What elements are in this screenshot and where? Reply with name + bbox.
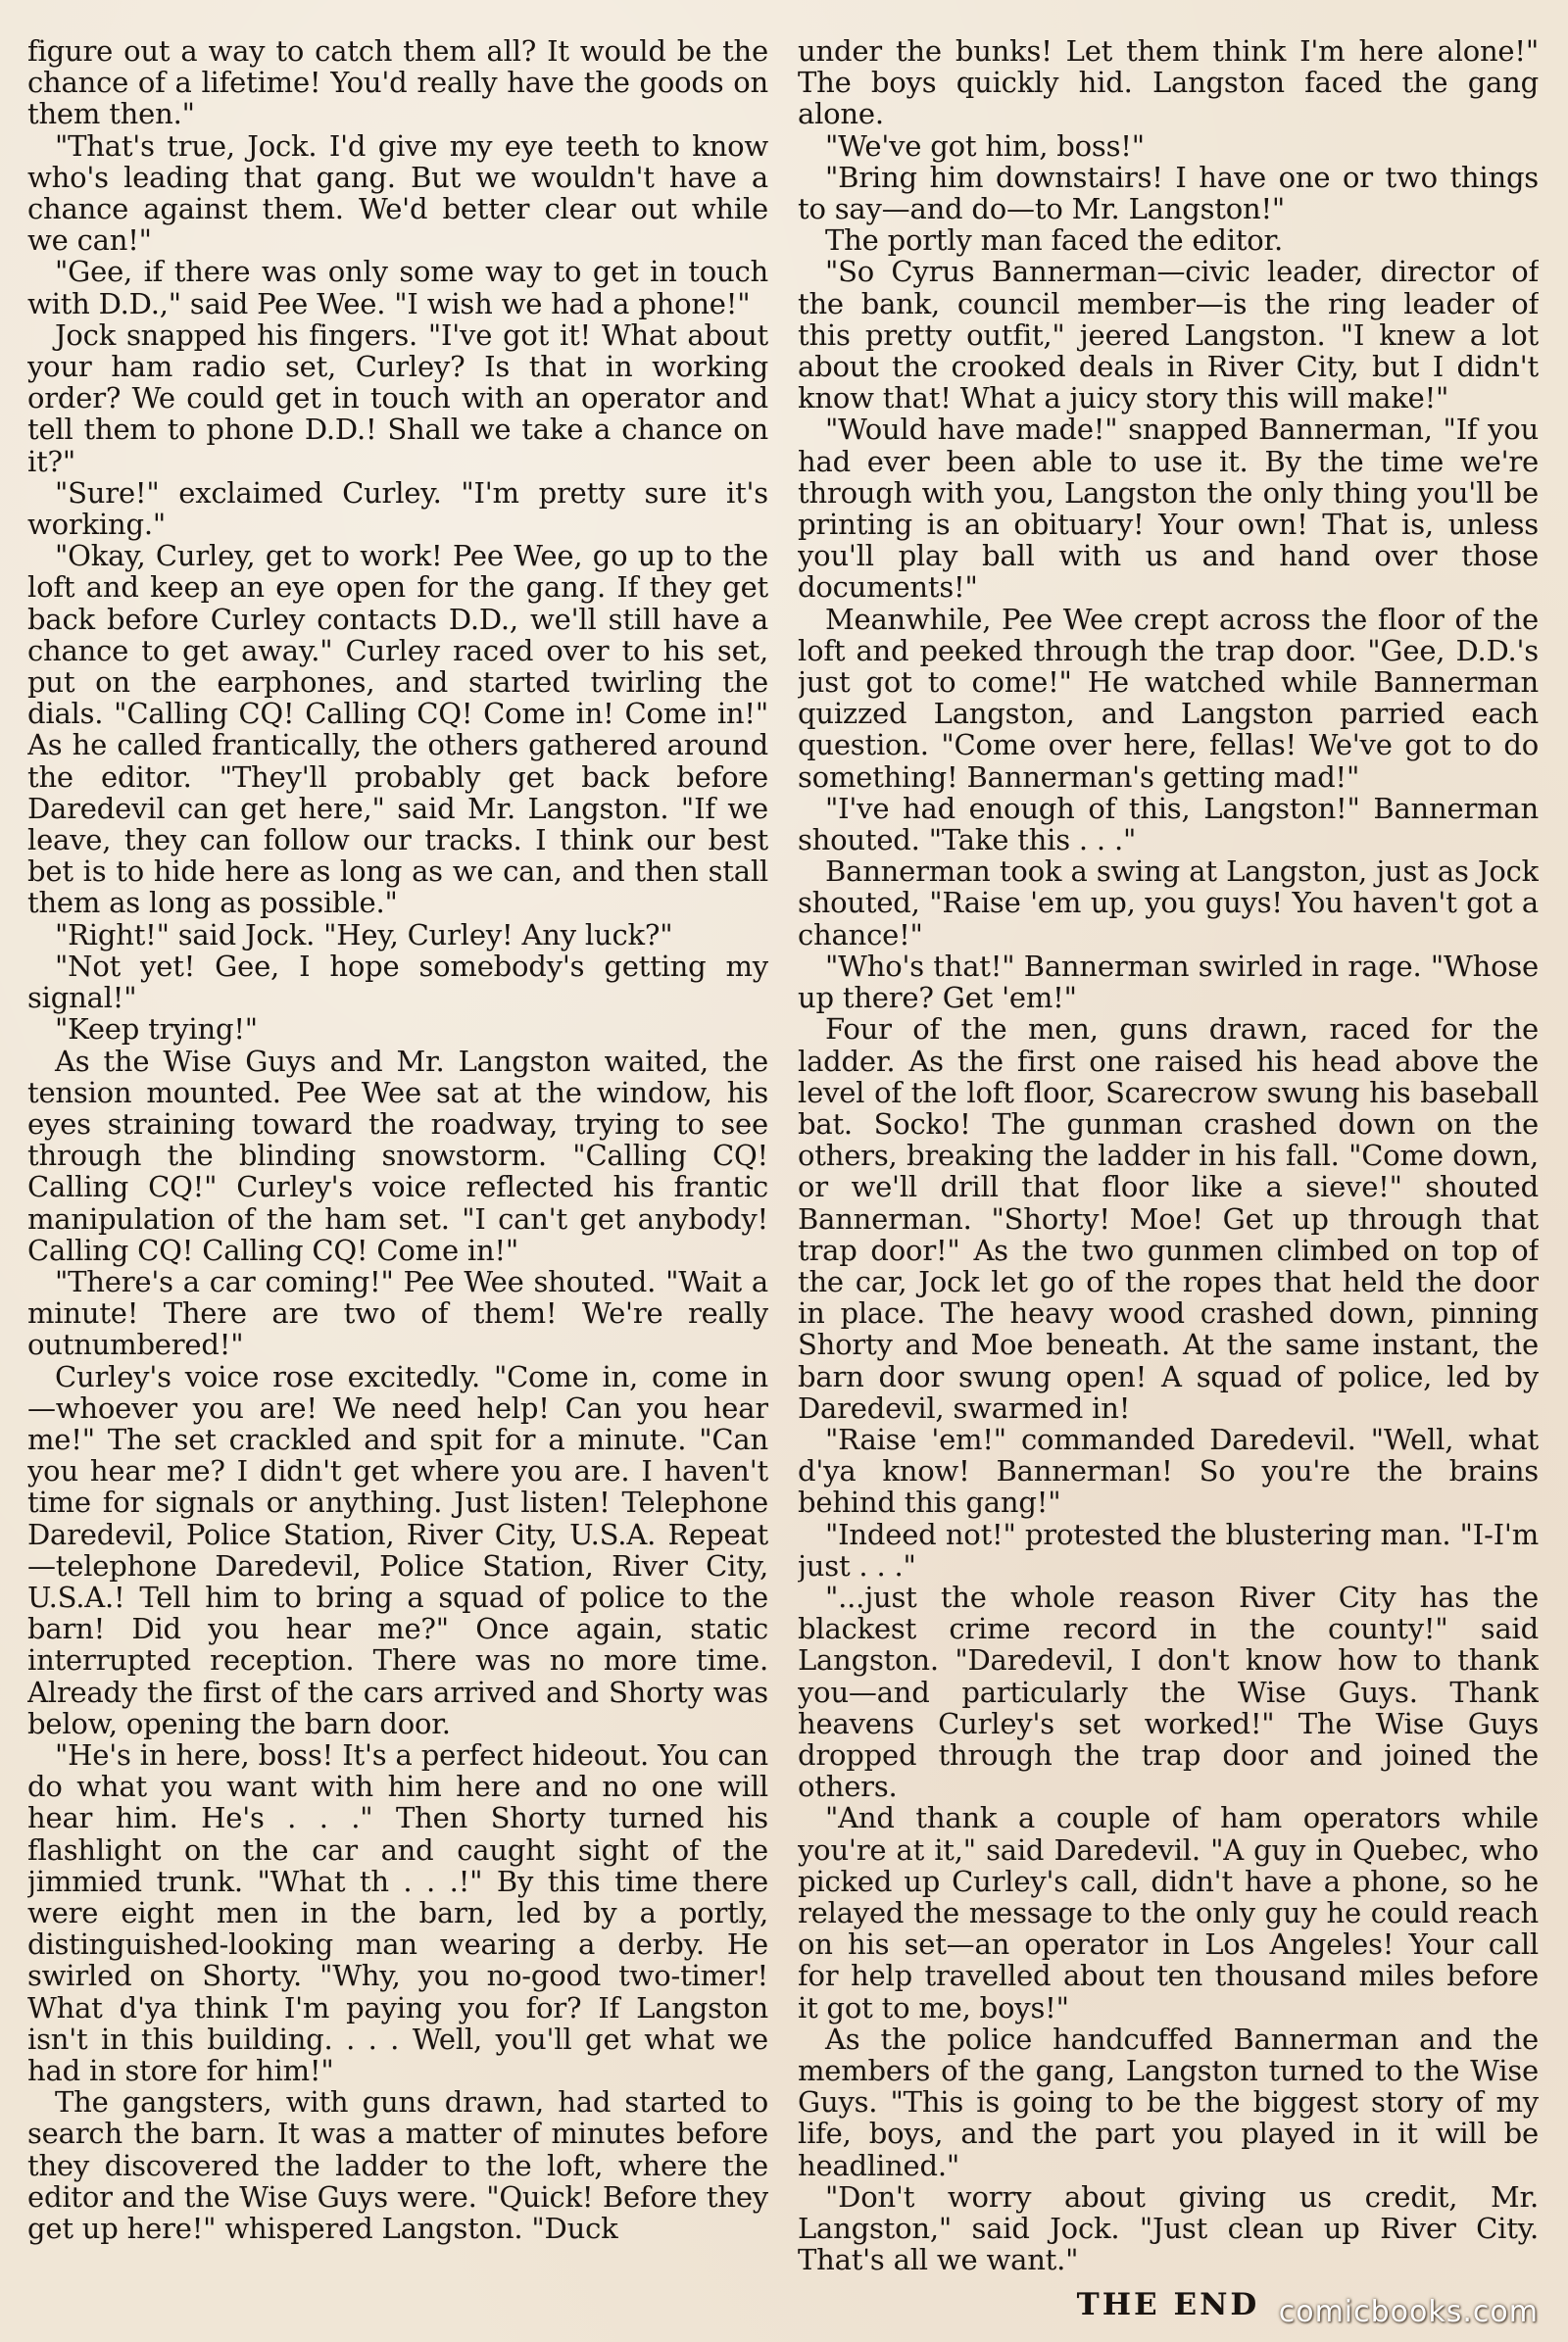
paragraph: "Raise 'em!" commanded Daredevil. "Well, what d'ya know! Bannerman! So you're the brains behind this gang!" bbox=[798, 1422, 1539, 1520]
paragraph: under the bunks! Let them think I'm here alone!" The boys quickly hid. Langston faced the gang alone. bbox=[798, 35, 1539, 131]
the-end-label: THE END bbox=[1076, 2287, 1260, 2323]
paragraph: Bannerman took a swing at Langston, just as Jock shouted, "Raise 'em up, you guys! You haven't got a chance!" bbox=[798, 854, 1539, 951]
paragraph: As the Wise Guys and Mr. Langston waited, the tension mounted. Pee Wee sat at the window, his eyes straining toward the roadway, trying to see through the blinding snowstorm. "Calling CQ! Calling CQ!" Curley's voice reflected his frantic manipulation of the ham set. "I can't get anybody! Calling CQ! Calling CQ! Come in!" bbox=[27, 1044, 768, 1267]
left-column bbox=[27, 35, 768, 2342]
paragraph: "He's in here, boss! It's a perfect hideout. You can do what you want with him here and no one will hear him. He's . . ." Then Shorty turned his flashlight on the car and caught sight of the jimmied trunk. "What th . . .!" By this time there were eight men in the barn, led by a portly, distinguished-looking man wearing a derby. He swirled on Shorty. "Why, you no-good two-timer! What d'ya think I'm paying you for? If Langston isn't in this building. . . . Well, you'll get what we had in store for him!" bbox=[27, 1737, 768, 2087]
paragraph: figure out a way to catch them all? It would be the chance of a lifetime! You'd really have the goods on them then." bbox=[27, 35, 768, 131]
paragraph: Four of the men, guns drawn, raced for the ladder. As the first one raised his head above the level of the loft floor, Scarecrow swung his baseball bat. Socko! The gunman crashed down on the others, breaking the ladder in his fall. "Come down, or we'll drill that floor like a sieve!" shouted Bannerman. "Shorty! Moe! Get up through that trap door!" As the two gunmen climbed on top of the car, Jock let go of the ropes that held the door in place. The heavy wood crashed down, pinning Shorty and Moe beneath. At the same instant, the barn door swung open! A squad of police, led by Daredevil, swarmed in! bbox=[798, 1012, 1539, 1425]
paragraph: "Not yet! Gee, I hope somebody's getting my signal!" bbox=[27, 949, 768, 1015]
right-column bbox=[798, 35, 1539, 2342]
paragraph: As the police handcuffed Bannerman and the members of the gang, Langston turned to the Wise Guys. "This is going to be the biggest story of my life, boys, and the part you played in it will be headlined." bbox=[798, 2022, 1539, 2182]
paragraph: "And thank a couple of ham operators while you're at it," said Daredevil. "A guy in Quebec, who picked up Curley's call, didn't have a phone, so he relayed the message to the only guy he could reach on his set—an operator in Los Angeles! Your call for help travelled about ten thousand miles before it got to me, boys!" bbox=[798, 1801, 1539, 2025]
watermark: comicbooks.com bbox=[1278, 2294, 1539, 2329]
paragraph: "Keep trying!" bbox=[55, 1012, 258, 1047]
paragraph: "That's true, Jock. I'd give my eye teeth to know who's leading that gang. But we wouldn't have a chance against them. We'd better clear out while we can!" bbox=[27, 128, 768, 258]
paragraph: Meanwhile, Pee Wee crept across the floor of the loft and peeked through the trap door. "Gee, D.D.'s just got to come!" He watched while Bannerman quizzed Langston, and Langston parried each question. "Come over here, fellas! We've got to do something! Bannerman's getting mad!" bbox=[798, 602, 1539, 794]
paragraph: The gangsters, with guns drawn, had started to search the barn. It was a matter of minutes before they discovered the ladder to the loft, where the editor and the Wise Guys were. "Quick! Before they get up here!" whispered Langston. "Duck bbox=[27, 2085, 768, 2246]
paragraph: "We've got him, boss!" bbox=[825, 128, 1145, 163]
paragraph: "Indeed not!" protested the blustering man. "I-I'm just . . ." bbox=[798, 1517, 1539, 1583]
paragraph: "So Cyrus Bannerman—civic leader, director of the bank, council member—is the ring leader of this pretty outfit," jeered Langston. "I knew a lot about the crooked deals in River City, but I didn't know that! What a juicy story this will make!" bbox=[798, 255, 1539, 415]
paragraph: "Don't worry about giving us credit, Mr. Langston," said Jock. "Just clean up River City. That's all we want." bbox=[798, 2179, 1539, 2277]
paragraph: "Bring him downstairs! I have one or two things to say—and do—to Mr. Langston!" bbox=[798, 160, 1539, 226]
paragraph: Curley's voice rose excitedly. "Come in, come in —whoever you are! We need help! Can you hear me!" The set crackled and spit for a minute. "Can you hear me? I didn't get where you are. I haven't time for signals or anything. Just listen! Telephone Daredevil, Police Station, River City, U.S.A. Repeat —telephone Daredevil, Police Station, River City, U.S.A.! Tell him to bring a squad of police to the barn! Did you hear me?" Once again, static interrupted reception. There was no more time. Already the first of the cars arrived and Shorty was below, opening the barn door. bbox=[27, 1359, 768, 1740]
paragraph: "I've had enough of this, Langston!" Bannerman shouted. "Take this . . ." bbox=[798, 791, 1539, 857]
paragraph: The portly man faced the editor. bbox=[825, 223, 1284, 258]
paragraph: "Sure!" exclaimed Curley. "I'm pretty sure it's working." bbox=[27, 475, 768, 542]
paragraph: "...just the whole reason River City has the blackest crime record in the county!" said Langston. "Daredevil, I don't know how to thank you—and particularly the Wise Guys. Thank heavens Curley's set worked!" The Wise Guys dropped through the trap door and joined the others. bbox=[798, 1580, 1539, 1804]
paragraph: "Gee, if there was only some way to get in touch with D.D.," said Pee Wee. "I wish we had a phone!" bbox=[27, 255, 768, 320]
paragraph: "There's a car coming!" Pee Wee shouted. "Wait a minute! There are two of them! We're really outnumbered!" bbox=[27, 1264, 768, 1362]
paragraph: "Who's that!" Bannerman swirled in rage. "Whose up there? Get 'em!" bbox=[798, 949, 1539, 1015]
paragraph: "Okay, Curley, get to work! Pee Wee, go up to the loft and keep an eye open for the gang. If they get back before Curley contacts D.D., we'll still have a chance to get away." Curley raced over to his set, put on the earphones, and started twirling the dials. "Calling CQ! Calling CQ! Come in! Come in!" As he called frantically, the others gathered around the editor. "They'll probably get back before Daredevil can get here," said Mr. Langston. "If we leave, they can follow our tracks. I think our best bet is to hide here as long as we can, and then stall them as long as possible." bbox=[27, 539, 768, 920]
paragraph: "Right!" said Jock. "Hey, Curley! Any luck?" bbox=[55, 917, 673, 951]
paragraph: "Would have made!" snapped Bannerman, "If you had ever been able to use it. By the time we're through with you, Langston the only thing you'll be printing is an obituary! Your own! That is, unless you'll play ball with us and hand over those documents!" bbox=[798, 413, 1539, 605]
paragraph: Jock snapped his fingers. "I've got it! What about your ham radio set, Curley? Is that in working order? We could get in touch with an operator and tell them to phone D.D.! Shall we take a chance on it?" bbox=[27, 317, 768, 478]
